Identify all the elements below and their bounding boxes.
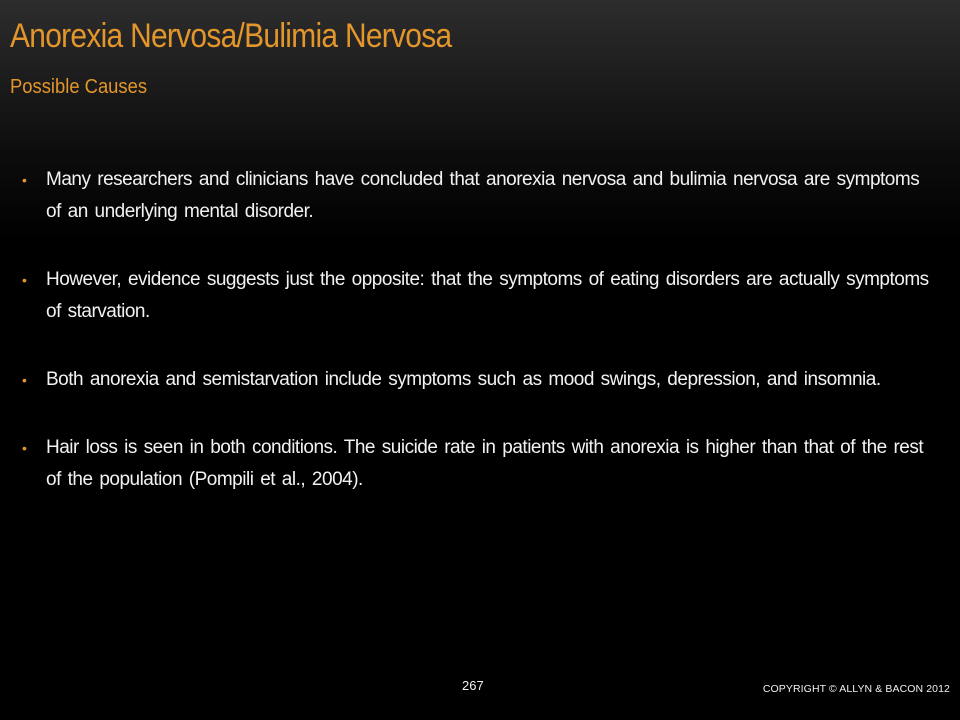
bullet-icon: • (22, 172, 27, 188)
bullet-list (22, 164, 938, 532)
bullet-item (22, 264, 938, 328)
bullet-icon: • (22, 372, 27, 388)
page-number: 267 (462, 678, 484, 693)
copyright-notice: COPYRIGHT © ALLYN & BACON 2012 (762, 683, 950, 695)
bullet-text: However, evidence suggests just the opposite: that the symptoms of eating disorders are actually symptoms of starvation. (46, 269, 929, 322)
bullet-text: Both anorexia and semistarvation include symptoms such as mood swings, depression, and insomnia. (46, 369, 881, 390)
bullet-item (22, 364, 938, 396)
slide-title: Anorexia Nervosa/Bulimia Nervosa (10, 17, 452, 55)
bullet-icon: • (22, 272, 27, 288)
bullet-item (22, 164, 938, 228)
bullet-item (22, 432, 938, 496)
bullet-icon: • (22, 440, 27, 456)
bullet-text: Hair loss is seen in both conditions. The suicide rate in patients with anorexia is higher than that of the rest of the population (Pompili et al., 2004). (46, 437, 924, 490)
slide-subtitle: Possible Causes (10, 76, 148, 98)
bullet-text: Many researchers and clinicians have concluded that anorexia nervosa and bulimia nervosa are symptoms of an underlying mental disorder. (46, 169, 920, 222)
